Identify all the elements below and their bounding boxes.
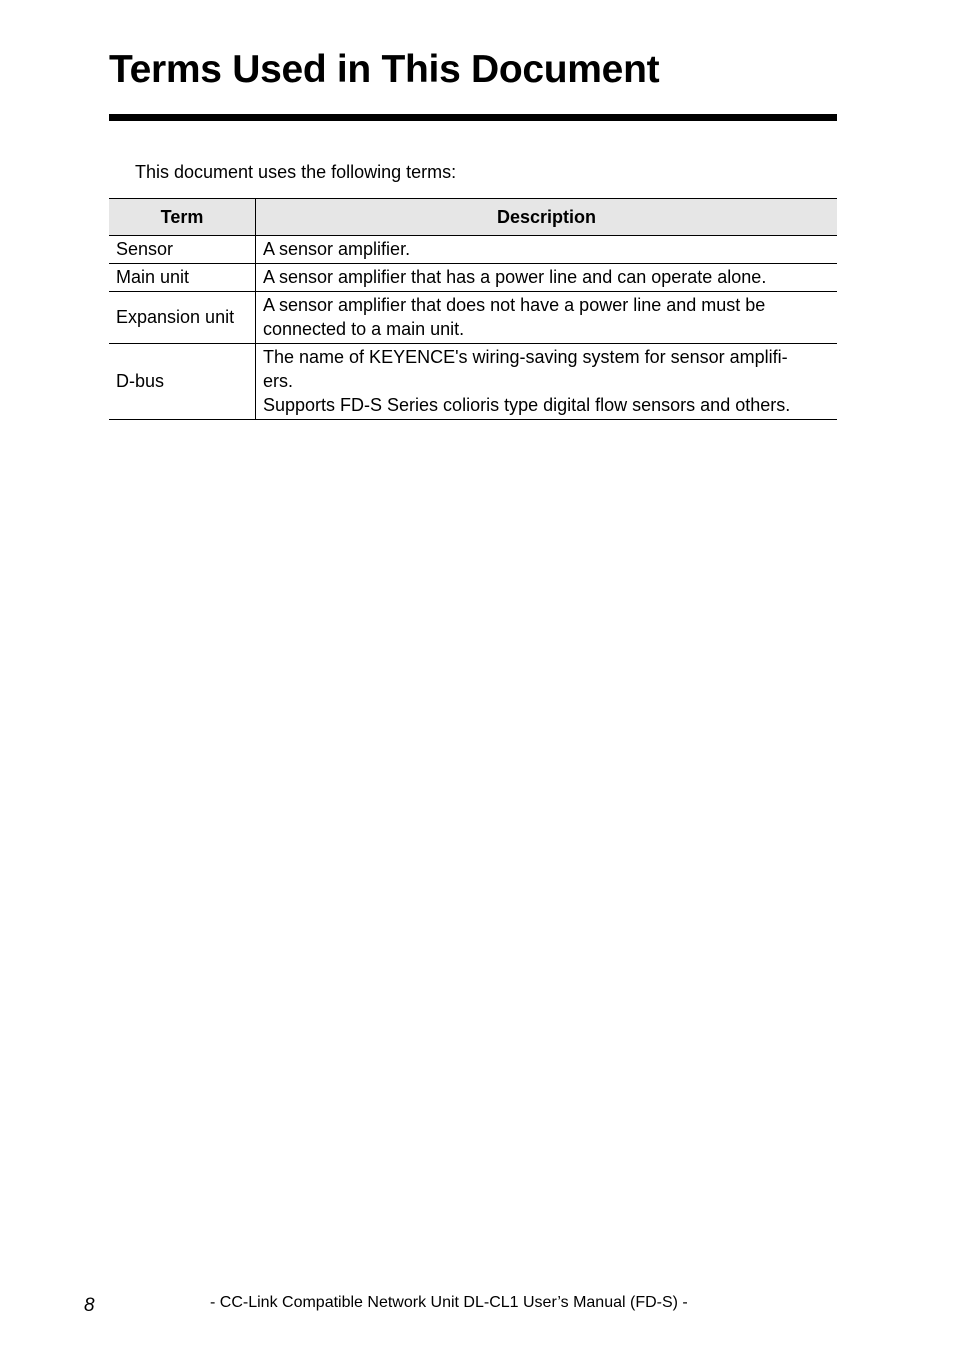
table-row (109, 292, 837, 344)
footer-manual-title: - CC-Link Compatible Network Unit DL-CL1 User’s Manual (FD-S) - (210, 1294, 688, 1311)
title-rule (109, 114, 837, 121)
term-cell: Expansion unit (109, 292, 256, 344)
page-title: Terms Used in This Document (109, 48, 660, 91)
description-line: connected to a main unit. (263, 319, 465, 339)
description-line: ers. (263, 371, 294, 391)
description-line: Supports FD-S Series colioris type digital flow sensors and others. (263, 395, 791, 415)
intro-text: This document uses the following terms: (135, 162, 457, 182)
table-row (109, 236, 837, 264)
description-cell (256, 344, 838, 420)
terms-table (109, 198, 837, 420)
description-cell (256, 236, 838, 264)
table-row (109, 344, 837, 420)
description-line: A sensor amplifier. (263, 239, 411, 259)
description-line: The name of KEYENCE's wiring-saving system for sensor amplifi- (263, 347, 788, 367)
page-number: 8 (84, 1295, 95, 1316)
description-cell (256, 264, 838, 292)
term-cell: Sensor (109, 236, 256, 264)
description-line: A sensor amplifier that does not have a power line and must be (263, 295, 766, 315)
term-cell: D-bus (109, 344, 256, 420)
header-term: Term (109, 199, 256, 236)
table-row (109, 264, 837, 292)
header-description: Description (256, 199, 838, 236)
term-cell: Main unit (109, 264, 256, 292)
table-header-row (109, 199, 837, 236)
description-cell (256, 292, 838, 344)
description-line: A sensor amplifier that has a power line and can operate alone. (263, 267, 767, 287)
